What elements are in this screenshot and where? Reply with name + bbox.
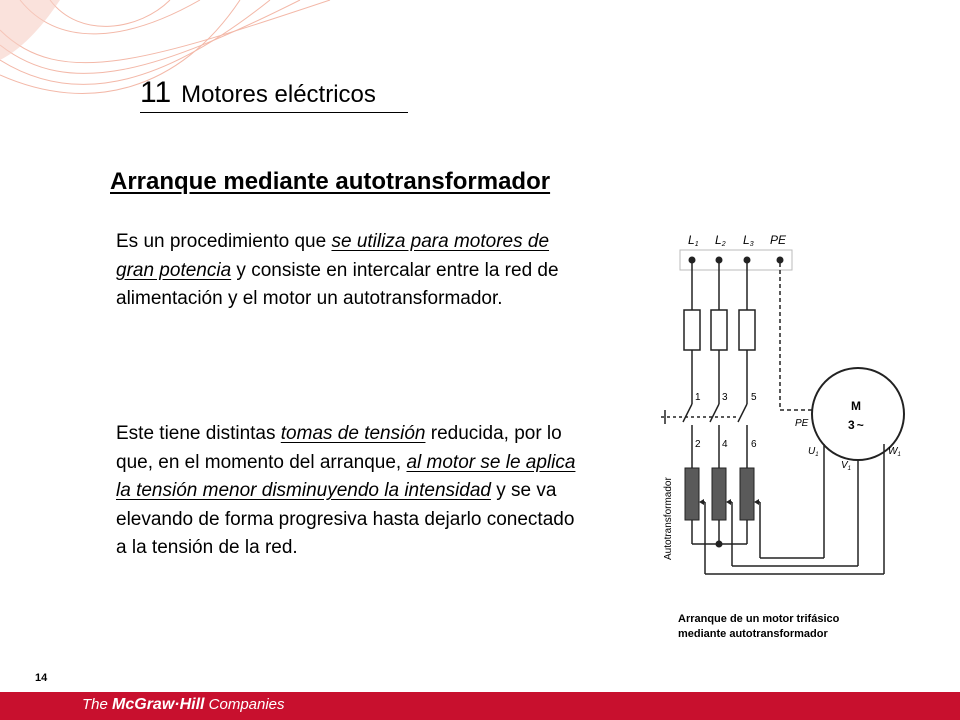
chapter-number: 11 bbox=[140, 76, 172, 109]
publisher-logo: The McGraw·Hill Companies bbox=[82, 696, 285, 713]
motor bbox=[795, 368, 904, 472]
slide-title: Arranque mediante autotransformador bbox=[110, 168, 551, 195]
motor-v1-label: $V_1$ bbox=[841, 460, 852, 472]
terminal-strip bbox=[680, 250, 792, 270]
motor-pe-label: PE bbox=[795, 418, 809, 429]
label-l2: L2 bbox=[715, 233, 726, 248]
fuses bbox=[684, 310, 755, 350]
label-l1: L1 bbox=[688, 233, 699, 248]
p2-underlined-1: tomas de tensión bbox=[280, 423, 426, 444]
p1-underlined-1: se utiliza para motores de gran potencia bbox=[116, 231, 550, 281]
terminal-1: 1 bbox=[695, 392, 701, 403]
terminal-2: 2 bbox=[695, 439, 701, 450]
chapter-title: Motores eléctricos bbox=[181, 81, 376, 108]
motor-w1-label: $W_1$ bbox=[888, 446, 901, 458]
p1-text-1: Es un procedimiento que bbox=[116, 231, 332, 252]
caption-line-1: Arranque de un motor trifásico bbox=[678, 613, 840, 625]
terminal-3: 3 bbox=[722, 392, 728, 403]
page-number: 14 bbox=[35, 672, 48, 684]
caption-line-2: mediante autotransformador bbox=[678, 628, 828, 640]
p2-text-2: reducida, por lo que, en el momento del arranque, bbox=[116, 423, 562, 473]
motor-u1-label: $U_1$ bbox=[808, 446, 819, 458]
terminal-4: 4 bbox=[722, 439, 728, 450]
label-l3: L3 bbox=[743, 233, 754, 248]
motor-m-label: M bbox=[851, 399, 861, 413]
footer-bar bbox=[0, 692, 960, 720]
motor-phases-label: 3 ~ bbox=[848, 418, 864, 432]
p2-text-1: Este tiene distintas bbox=[116, 423, 281, 444]
p2-underlined-2: al motor se le aplica la tensión menor disminuyendo la intensidad bbox=[116, 451, 576, 501]
label-pe-supply: PE bbox=[770, 233, 787, 247]
contactor bbox=[661, 404, 747, 468]
paragraph-2 bbox=[116, 420, 586, 563]
autotransformer bbox=[685, 468, 760, 574]
figure-caption bbox=[678, 612, 839, 642]
autotransformer-label: Autotransformador bbox=[663, 477, 674, 560]
wiring-diagram bbox=[655, 222, 915, 592]
terminal-5: 5 bbox=[751, 392, 757, 403]
p1-text-2: y consiste en intercalar entre la red de alimentación y el motor un autotransformador. bbox=[116, 259, 559, 309]
chapter-header bbox=[140, 76, 408, 113]
p2-text-3: y se va elevando de forma progresiva hasta dejarlo conectado a la tensión de la red. bbox=[116, 480, 575, 558]
paragraph-1 bbox=[116, 228, 586, 314]
terminal-6: 6 bbox=[751, 439, 757, 450]
